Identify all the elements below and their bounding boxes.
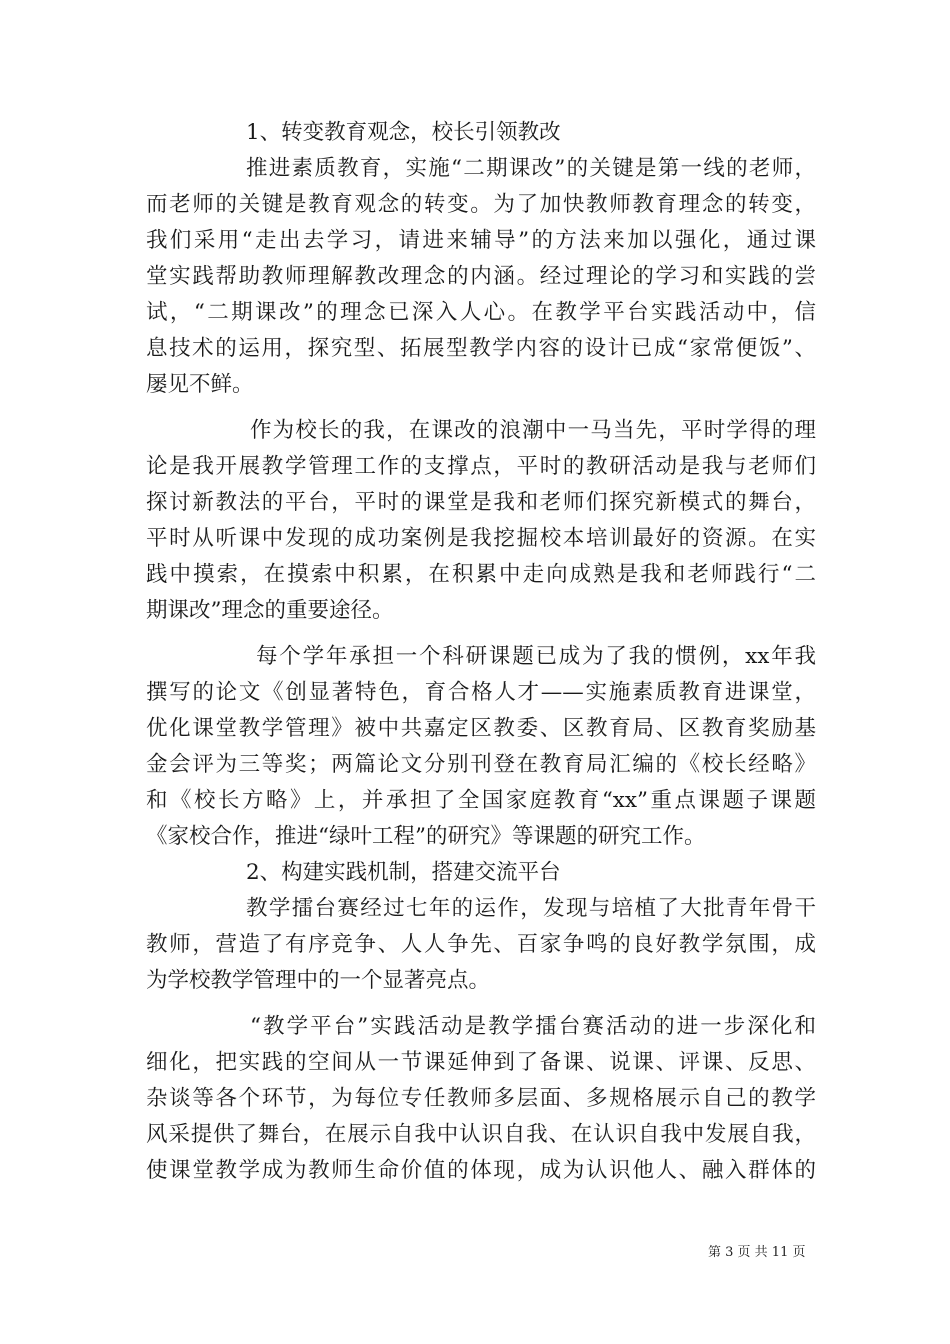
paragraph — [146, 413, 816, 629]
text-line: 教学擂台赛经过七年的运作，发现与培植了大批青年骨干 — [246, 896, 816, 921]
text-line: 推进素质教育，实施“二期课改”的关键是第一线的老师， — [246, 156, 816, 181]
text-line: 息技术的运用，探究型、拓展型教学内容的设计已成“家常便饭”、 — [146, 336, 816, 361]
paragraph — [146, 151, 816, 403]
text-line: 《家校合作，推进“绿叶工程”的研究》等课题的研究工作。 — [146, 824, 706, 849]
text-line: 践中摸索，在摸索中积累，在积累中走向成熟是我和老师践行“二 — [146, 562, 816, 587]
text-line: 我们采用“走出去学习，请进来辅导”的方法来加以强化，通过课 — [146, 228, 816, 253]
text-line: 撰写的论文《创显著特色，育合格人才——实施素质教育进课堂， — [146, 680, 816, 705]
text-line: 和《校长方略》上，并承担了全国家庭教育“xx”重点课题子课题 — [146, 788, 816, 813]
document-body — [146, 115, 816, 1189]
paragraph — [146, 891, 816, 999]
text-line: 堂实践帮助教师理解教改理念的内涵。经过理论的学习和实践的尝 — [146, 264, 816, 289]
text-line: 平时从听课中发现的成功案例是我挖掘校本培训最好的资源。在实 — [146, 526, 816, 551]
section-heading: 2、构建实践机制，搭建交流平台 — [246, 860, 561, 885]
text-line: 教师，营造了有序竞争、人人争先、百家争鸣的良好教学氛围，成 — [146, 932, 816, 957]
paragraph — [146, 639, 816, 855]
text-line: 金会评为三等奖；两篇论文分别刊登在教育局汇编的《校长经略》 — [146, 752, 816, 777]
paragraph — [146, 1009, 816, 1189]
text-line: 屡见不鲜。 — [146, 372, 254, 397]
text-line: 试，“二期课改”的理念已深入人心。在教学平台实践活动中，信 — [146, 300, 816, 325]
text-line: 而老师的关键是教育观念的转变。为了加快教师教育理念的转变， — [146, 192, 816, 217]
text-line: 使课堂教学成为教师生命价值的体现，成为认识他人、融入群体的 — [146, 1158, 816, 1183]
text-line: 期课改”理念的重要途径。 — [146, 598, 394, 623]
text-line: 杂谈等各个环节，为每位专任教师多层面、多规格展示自己的教学 — [146, 1086, 816, 1111]
section-heading: 1、转变教育观念，校长引领教改 — [246, 120, 561, 145]
text-line: 每个学年承担一个科研课题已成为了我的惯例，xx年我 — [256, 644, 816, 669]
text-line: 细化，把实践的空间从一节课延伸到了备课、说课、评课、反思、 — [146, 1050, 816, 1075]
text-line: 探讨新教法的平台，平时的课堂是我和老师们探究新模式的舞台， — [146, 490, 816, 515]
page-number: 第 3 页 共 11 页 — [708, 1245, 806, 1260]
text-line: 风采提供了舞台，在展示自我中认识自我、在认识自我中发展自我， — [146, 1122, 816, 1147]
text-line: 作为校长的我，在课改的浪潮中一马当先，平时学得的理 — [250, 418, 816, 443]
text-line: “教学平台”实践活动是教学擂台赛活动的进一步深化和 — [250, 1014, 816, 1039]
text-line: 为学校教学管理中的一个显著亮点。 — [146, 968, 491, 993]
text-line: 论是我开展教学管理工作的支撑点，平时的教研活动是我与老师们 — [146, 454, 816, 479]
text-line: 优化课堂教学管理》被中共嘉定区教委、区教育局、区教育奖励基 — [146, 716, 816, 741]
